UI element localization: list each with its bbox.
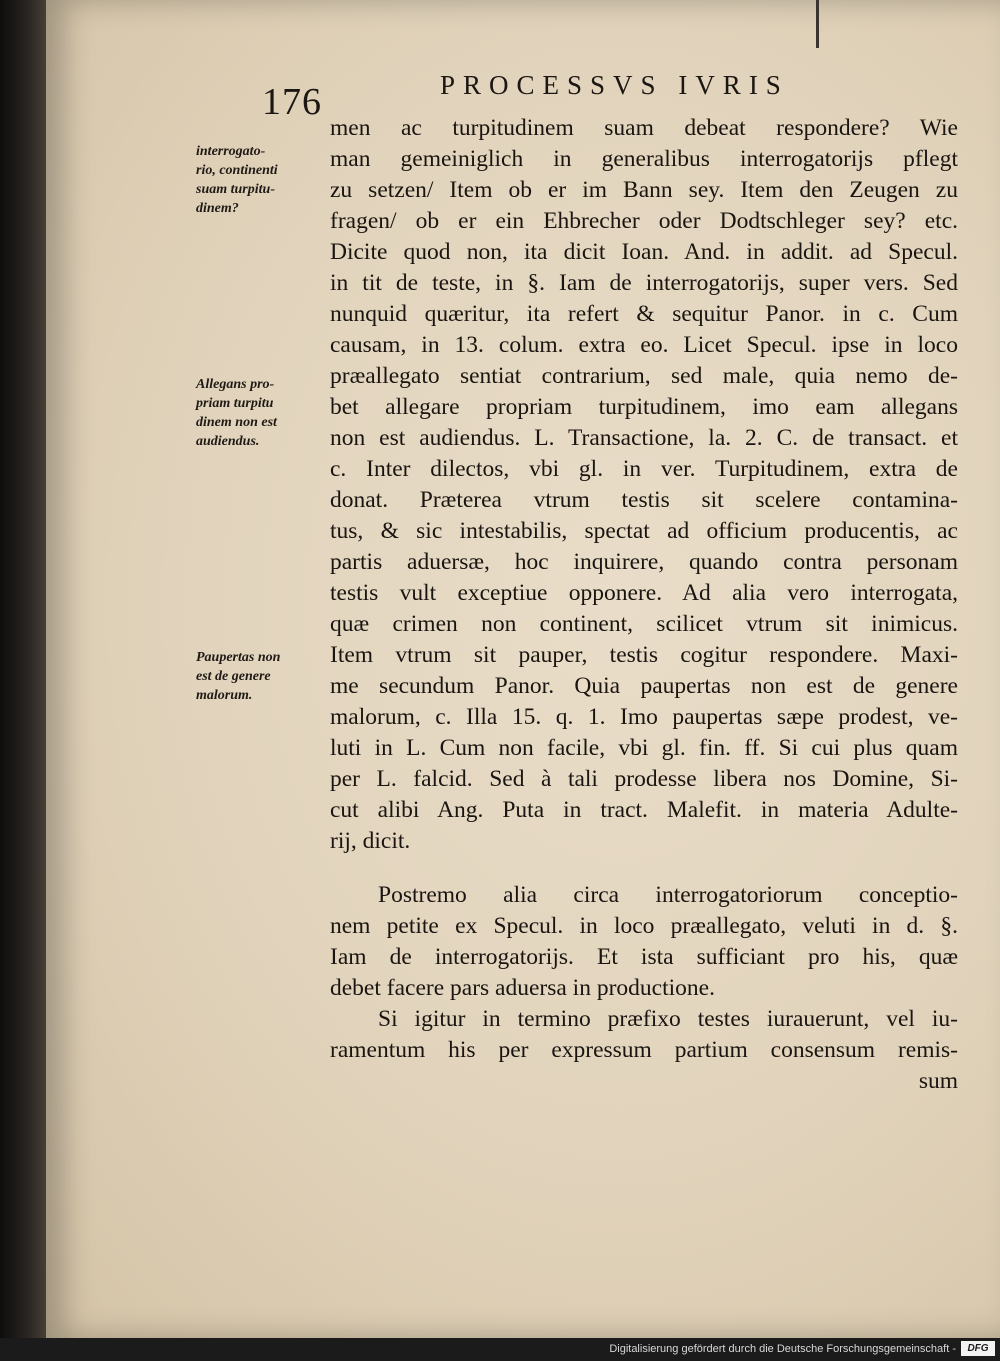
text-line: testis vult exceptiue opponere. Ad alia vero interrogata, bbox=[330, 580, 958, 606]
text-line: fragen/ ob er ein Ehbrecher oder Dodtschleger sey? etc. bbox=[330, 208, 958, 234]
text-line: partis aduersæ, hoc inquirere, quando contra personam bbox=[330, 549, 958, 575]
text-line: cut alibi Ang. Puta in tract. Malefit. in materia Adulte- bbox=[330, 797, 958, 823]
text-line: quæ crimen non continent, scilicet vtrum sit inimicus. bbox=[330, 611, 958, 637]
text-line: non est audiendus. L. Transactione, la. 2. C. de transact. et bbox=[330, 425, 958, 451]
running-head: PROCESSVS IVRIS bbox=[440, 70, 789, 100]
margin-note-text: Paupertas non est de genere malorum. bbox=[196, 650, 281, 703]
text-line: tus, & sic intestabilis, spectat ad officium producentis, ac bbox=[330, 518, 958, 544]
page-number: 176 bbox=[262, 81, 322, 123]
text-line: Postremo alia circa interrogatoriorum conceptio- bbox=[378, 882, 958, 908]
text-line: nunquid quæritur, ita refert & sequitur Panor. in c. Cum bbox=[330, 301, 958, 327]
margin-note-text: Allegans pro- priam turpitu dinem non est audiendus. bbox=[196, 377, 277, 449]
margin-note-text: interrogato- rio, continenti suam turpitu- dinem? bbox=[196, 144, 278, 216]
digitization-credit: Digitalisierung gefördert durch die Deutsche Forschungsgemeinschaft - bbox=[609, 1343, 956, 1355]
text-line: Si igitur in termino præfixo testes iurauerunt, vel iu- bbox=[378, 1006, 958, 1032]
text-line: Iam de interrogatorijs. Et ista sufficiant pro his, quæ bbox=[330, 944, 958, 970]
text-line: præallegato sentiat contrarium, sed male, quia nemo de- bbox=[330, 363, 958, 389]
text-line: c. Inter dilectos, vbi gl. in ver. Turpitudinem, extra de bbox=[330, 456, 958, 482]
text-line: bet allegare propriam turpitudinem, imo eam allegans bbox=[330, 394, 958, 420]
margin-note-paupertas bbox=[196, 648, 322, 705]
text-line: in tit de teste, in §. Iam de interrogatorijs, super vers. Sed bbox=[330, 270, 958, 296]
text-line: rij, dicit. bbox=[330, 828, 411, 854]
book-spine bbox=[0, 0, 48, 1361]
text-line: Item vtrum sit pauper, testis cogitur respondere. Maxi- bbox=[330, 642, 958, 668]
text-line: debet facere pars aduersa in productione. bbox=[330, 975, 715, 1001]
text-line: men ac turpitudinem suam debeat respondere? Wie bbox=[330, 115, 958, 141]
text-line: luti in L. Cum non facile, vbi gl. fin. ff. Si cui plus quam bbox=[330, 735, 958, 761]
text-line: donat. Præterea vtrum testis sit scelere contamina- bbox=[330, 487, 958, 513]
text-line: causam, in 13. colum. extra eo. Licet Specul. ipse in loco bbox=[330, 332, 958, 358]
text-line: man gemeiniglich in generalibus interrogatorijs pflegt bbox=[330, 146, 958, 172]
text-line: per L. falcid. Sed à tali prodesse libera nos Domine, Si- bbox=[330, 766, 958, 792]
margin-note-interrogatorio bbox=[196, 142, 322, 218]
text-line: me secundum Panor. Quia paupertas non est de genere bbox=[330, 673, 958, 699]
text-line: ramentum his per expressum partium consensum remis- bbox=[330, 1037, 958, 1063]
text-line: Dicite quod non, ita dicit Ioan. And. in addit. ad Specul. bbox=[330, 239, 958, 265]
dfg-logo: DFG bbox=[961, 1341, 995, 1356]
text-line: zu setzen/ Item ob er im Bann sey. Item den Zeugen zu bbox=[330, 177, 958, 203]
text-line: nem petite ex Specul. in loco præallegato, veluti in d. §. bbox=[330, 913, 958, 939]
margin-note-allegans bbox=[196, 375, 322, 451]
page-edge-mark bbox=[816, 0, 819, 48]
catchword: sum bbox=[918, 1068, 958, 1094]
text-line: malorum, c. Illa 15. q. 1. Imo paupertas sæpe prodest, ve- bbox=[330, 704, 958, 730]
